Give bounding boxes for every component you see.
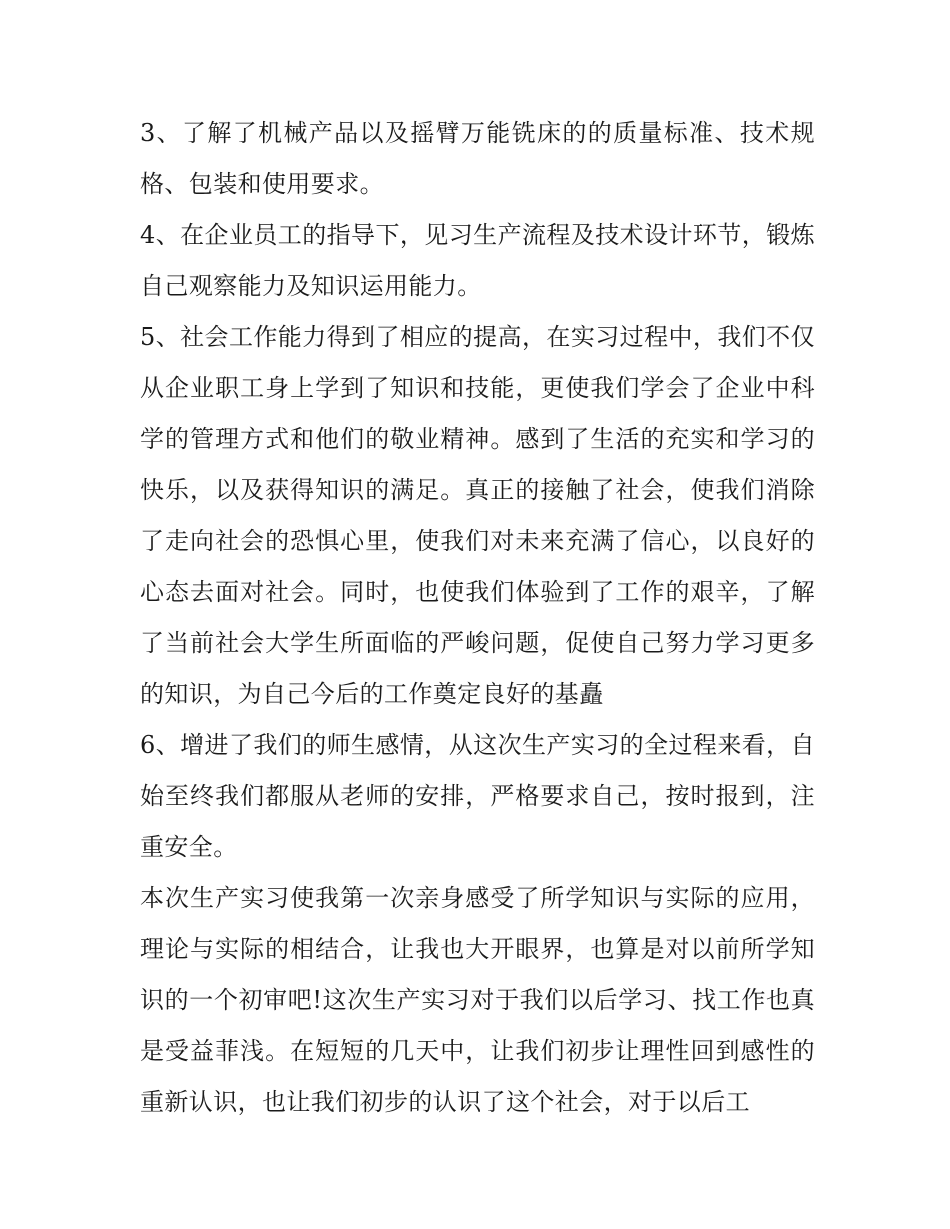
paragraph-item-3: 3、了解了机械产品以及摇臂万能铣床的的质量标准、技术规格、包装和使用要求。	[140, 119, 815, 198]
document-body	[140, 108, 815, 1128]
paragraph-item-6: 6、增进了我们的师生感情，从这次生产实习的全过程来看，自始至终我们都服从老师的安排，严格要求自己，按时报到，注重安全。	[140, 731, 815, 861]
summary-paragraph: 本次生产实习使我第一次亲身感受了所学知识与实际的应用，理论与实际的相结合，让我也大开眼界，也算是对以前所学知识的一个初审吧!这次生产实习对于我们以后学习、找工作也真是受益菲浅。在短短的几天中，让我们初步让理性回到感性的重新认识，也让我们初步的认识了这个社会，对于以后工	[140, 884, 815, 1116]
paragraph-item-5: 5、社会工作能力得到了相应的提高，在实习过程中，我们不仅从企业职工身上学到了知识和技能，更使我们学会了企业中科学的管理方式和他们的敬业精神。感到了生活的充实和学习的快乐，以及获得知识的满足。真正的接触了社会，使我们消除了走向社会的恐惧心里，使我们对未来充满了信心，以良好的心态去面对社会。同时，也使我们体验到了工作的艰辛，了解了当前社会大学生所面临的严峻问题，促使自己努力学习更多的知识，为自己今后的工作奠定良好的基矗	[140, 323, 815, 708]
paragraph-item-4: 4、在企业员工的指导下，见习生产流程及技术设计环节，锻炼自己观察能力及知识运用能力。	[140, 221, 815, 300]
